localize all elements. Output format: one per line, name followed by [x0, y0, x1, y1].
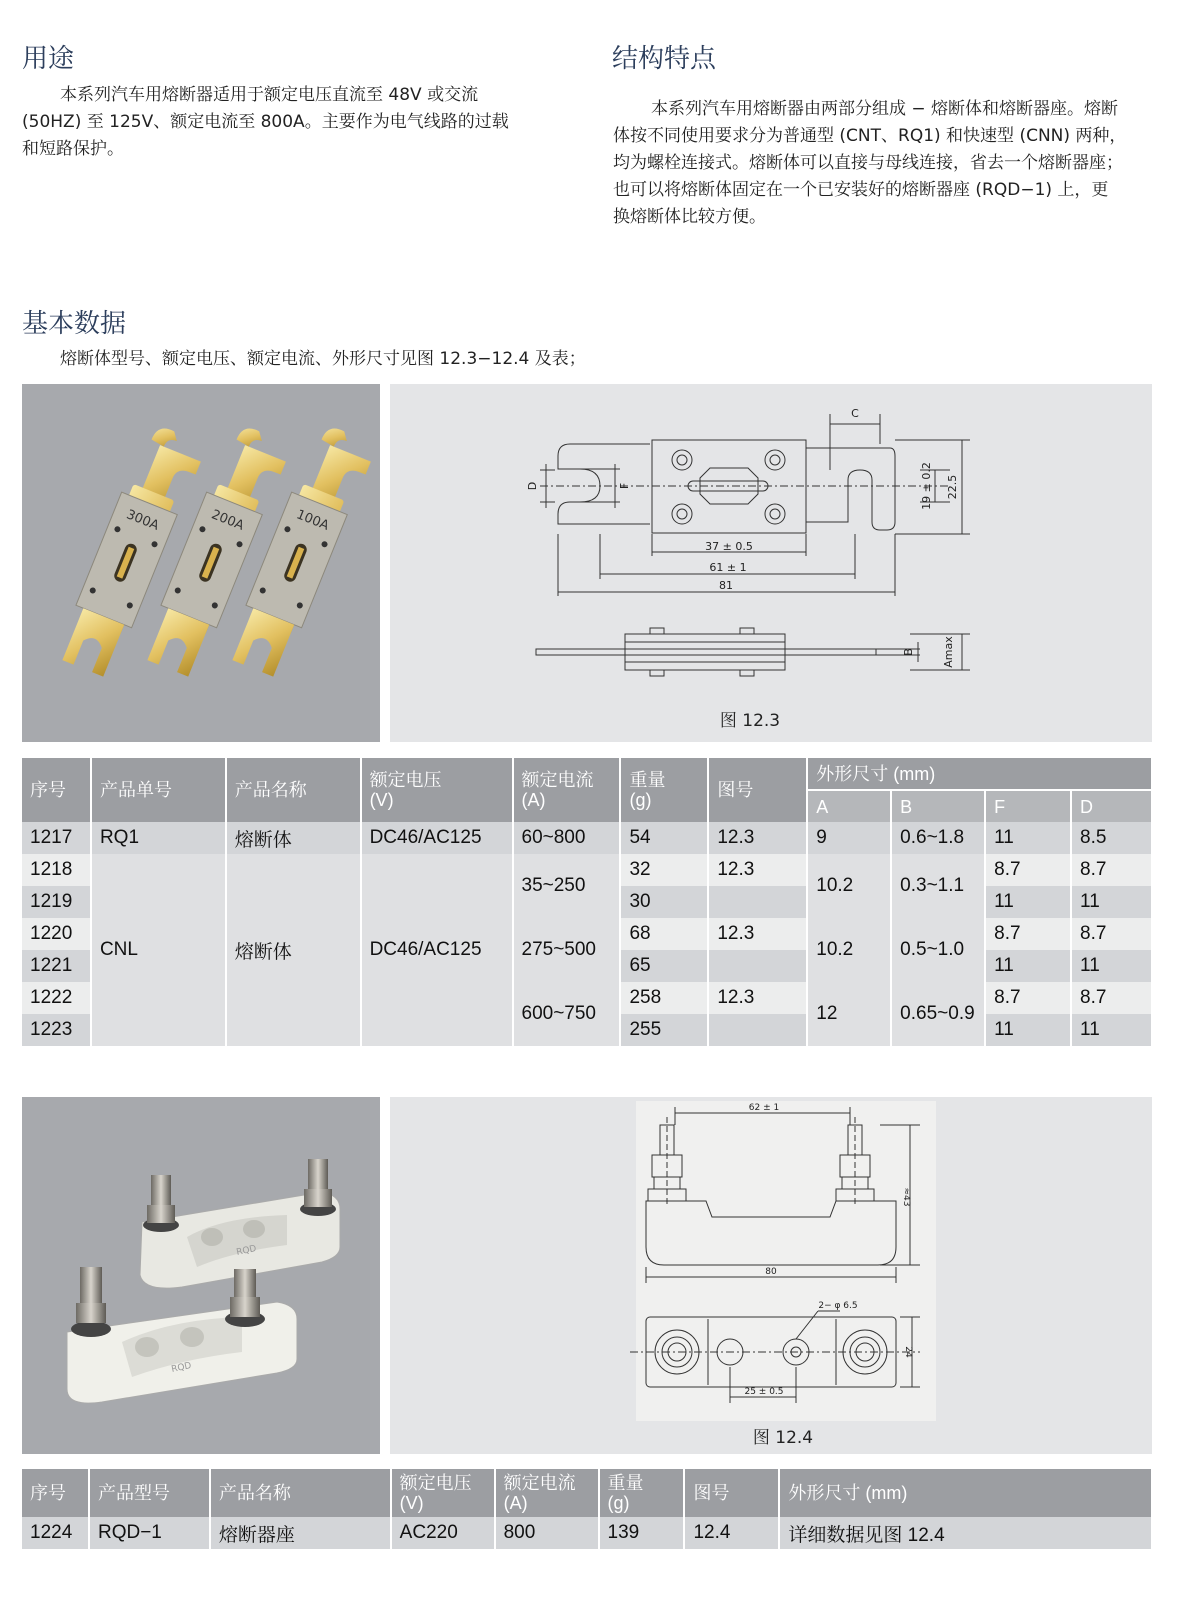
th-weight: [599, 1469, 685, 1517]
th-d: D: [1071, 790, 1152, 822]
cell-b: 0.6~1.8: [891, 822, 985, 854]
cell-d: 11: [1071, 886, 1152, 918]
fuse-200a-label: 200A: [209, 507, 246, 534]
structure-title: 结构特点: [612, 44, 717, 74]
figure-12-4-caption: 图 12.4: [752, 1428, 814, 1448]
cell-no: 1224: [22, 1517, 89, 1549]
cell-dims: 详细数据见图 12.4: [779, 1517, 1152, 1549]
th-voltage: [391, 1469, 495, 1517]
structure-line: 换熔断体比较方便。: [613, 207, 766, 227]
cell-b: 0.5~1.0: [891, 918, 985, 982]
cell-voltage: DC46/AC125: [361, 822, 513, 854]
dim-62: 62 ± 1: [748, 1103, 780, 1113]
dim-24: 24: [903, 1346, 913, 1358]
dim-80: 80: [765, 1267, 777, 1277]
cell-name: 熔断器座: [210, 1517, 391, 1549]
cell-f: 8.7: [985, 854, 1071, 886]
th-weight-unit: (g): [629, 790, 652, 810]
th-current-label: 额定电流: [521, 770, 594, 790]
dim-25: 25 ± 0.5: [744, 1387, 784, 1397]
th-current-unit: (A): [503, 1493, 528, 1513]
usage-line: 和短路保护。: [22, 139, 124, 159]
fuse-spec-table: [22, 758, 1153, 1046]
cell-fig: 12.3: [708, 918, 807, 950]
cell-no: 1221: [22, 950, 91, 982]
figure-12-3-caption: 图 12.3: [719, 711, 781, 731]
th-no: 序号: [22, 758, 91, 822]
th-current: [513, 758, 621, 822]
cell-a: 9: [807, 822, 891, 854]
dim-37: 37 ± 0.5: [705, 540, 753, 553]
th-voltage-label: 额定电压: [399, 1473, 472, 1493]
cell-d: 8.7: [1071, 854, 1152, 886]
th-voltage: [361, 758, 513, 822]
fuse-photo: [22, 384, 380, 742]
cell-current: 60~800: [513, 822, 621, 854]
fuse-base-rear: [140, 1159, 340, 1288]
structure-text: [613, 96, 1183, 231]
th-voltage-unit: (V): [399, 1493, 424, 1513]
cell-a: 12: [807, 982, 891, 1046]
cell-fig: [708, 1014, 807, 1046]
dim-c: C: [851, 407, 859, 420]
th-current-unit: (A): [521, 790, 546, 810]
fuse-base-photo: [22, 1097, 380, 1454]
cell-voltage: DC46/AC125: [361, 854, 513, 1046]
cell-d: 8.5: [1071, 822, 1152, 854]
th-current: [495, 1469, 599, 1517]
dim-hole: 2− φ 6.5: [818, 1301, 858, 1311]
fuse-base-drawing-panel: [390, 1097, 1152, 1454]
th-no: 序号: [22, 1469, 89, 1517]
cell-model: CNL: [91, 854, 226, 1046]
cell-current: 275~500: [513, 918, 621, 982]
cell-current: 35~250: [513, 854, 621, 918]
th-name: 产品名称: [210, 1469, 391, 1517]
cell-fig: 12.3: [708, 854, 807, 886]
th-weight: [620, 758, 708, 822]
cell-f: 11: [985, 950, 1071, 982]
base-label-rear: RQD: [235, 1243, 258, 1258]
cell-f: 8.7: [985, 982, 1071, 1014]
cell-fig: 12.4: [684, 1517, 779, 1549]
structure-line: 本系列汽车用熔断器由两部分组成 − 熔断体和熔断器座。熔断: [651, 99, 1119, 119]
basic-title: 基本数据: [22, 309, 127, 339]
th-fig: 图号: [708, 758, 807, 822]
cell-fig: 12.3: [708, 982, 807, 1014]
table-row: [22, 1517, 1152, 1549]
dim-d: D: [526, 481, 539, 491]
cell-model: RQ1: [91, 822, 226, 854]
usage-line: (50HZ) 至 125V、额定电流至 800A。主要作为电气线路的过载: [22, 112, 509, 132]
cell-weight: 65: [620, 950, 708, 982]
usage-line: 本系列汽车用熔断器适用于额定电压直流至 48V 或交流: [60, 85, 479, 105]
th-model: 产品型号: [89, 1469, 210, 1517]
th-name: 产品名称: [226, 758, 361, 822]
cell-model: RQD−1: [89, 1517, 210, 1549]
cell-f: 11: [985, 1014, 1071, 1046]
fuse-drawing-panel: [390, 384, 1152, 742]
base-label-front: RQD: [170, 1360, 193, 1375]
cell-b: 0.65~0.9: [891, 982, 985, 1046]
th-fig: 图号: [684, 1469, 779, 1517]
structure-line: 均为螺栓连接式。熔断体可以直接与母线连接，省去一个熔断器座；: [613, 153, 1123, 173]
dim-43: ≈43: [901, 1187, 911, 1207]
cell-weight: 30: [620, 886, 708, 918]
cell-name: 熔断体: [226, 822, 361, 854]
dim-19: 19 ± 0.2: [920, 462, 933, 510]
th-weight-label: 重量: [629, 770, 666, 790]
usage-text: [22, 82, 582, 163]
th-voltage-unit: (V): [369, 790, 394, 810]
table-row: [22, 822, 1152, 854]
cell-weight: 255: [620, 1014, 708, 1046]
cell-f: 11: [985, 886, 1071, 918]
dim-b: B: [902, 648, 915, 656]
th-voltage-label: 额定电压: [369, 770, 442, 790]
cell-fig: 12.3: [708, 822, 807, 854]
fuse-base-dimension-drawing: [390, 1097, 1152, 1454]
cell-f: 11: [985, 822, 1071, 854]
cell-b: 0.3~1.1: [891, 854, 985, 918]
table-row: [22, 854, 1152, 886]
fuse-300a-label: 300A: [124, 507, 161, 534]
th-weight-unit: (g): [607, 1493, 630, 1513]
structure-line: 体按不同使用要求分为普通型 (CNT、RQ1) 和快速型 (CNN) 两种，: [613, 126, 1127, 146]
th-model: 产品单号: [91, 758, 226, 822]
cell-no: 1219: [22, 886, 91, 918]
dim-81: 81: [719, 579, 733, 592]
cell-weight: 139: [599, 1517, 685, 1549]
structure-line: 也可以将熔断体固定在一个已安装好的熔断器座 (RQD−1) 上，更: [613, 180, 1109, 200]
cell-voltage: AC220: [391, 1517, 495, 1549]
cell-d: 11: [1071, 950, 1152, 982]
th-weight-label: 重量: [607, 1473, 644, 1493]
cell-a: 10.2: [807, 854, 891, 918]
th-current-label: 额定电流: [503, 1473, 576, 1493]
th-dims: 外形尺寸 (mm): [779, 1469, 1152, 1517]
fuse-dimension-drawing: [390, 384, 1152, 742]
cell-fig: [708, 886, 807, 918]
cell-weight: 68: [620, 918, 708, 950]
dim-22-5: 22.5: [946, 474, 959, 500]
cell-fig: [708, 950, 807, 982]
th-a: A: [807, 790, 891, 822]
cell-current: 600~750: [513, 982, 621, 1046]
cell-d: 11: [1071, 1014, 1152, 1046]
cell-name: 熔断体: [226, 854, 361, 1046]
cell-weight: 32: [620, 854, 708, 886]
th-dims: 外形尺寸 (mm): [807, 758, 1152, 790]
cell-f: 8.7: [985, 918, 1071, 950]
fuse-100a-label: 100A: [294, 507, 331, 534]
fuse-base-spec-table: [22, 1469, 1153, 1549]
cell-no: 1222: [22, 982, 91, 1014]
cell-current: 800: [495, 1517, 599, 1549]
cell-no: 1217: [22, 822, 91, 854]
cell-no: 1223: [22, 1014, 91, 1046]
dim-f: F: [618, 482, 631, 490]
cell-no: 1218: [22, 854, 91, 886]
cell-weight: 258: [620, 982, 708, 1014]
basic-subtitle: 熔断体型号、额定电压、额定电流、外形尺寸见图 12.3−12.4 及表；: [60, 349, 586, 369]
usage-title: 用途: [22, 44, 75, 74]
dim-amax: Amax: [942, 636, 955, 668]
cell-d: 8.7: [1071, 982, 1152, 1014]
th-b: B: [891, 790, 985, 822]
dim-61: 61 ± 1: [709, 561, 747, 574]
th-f: F: [985, 790, 1071, 822]
cell-no: 1220: [22, 918, 91, 950]
cell-d: 8.7: [1071, 918, 1152, 950]
cell-a: 10.2: [807, 918, 891, 982]
cell-weight: 54: [620, 822, 708, 854]
